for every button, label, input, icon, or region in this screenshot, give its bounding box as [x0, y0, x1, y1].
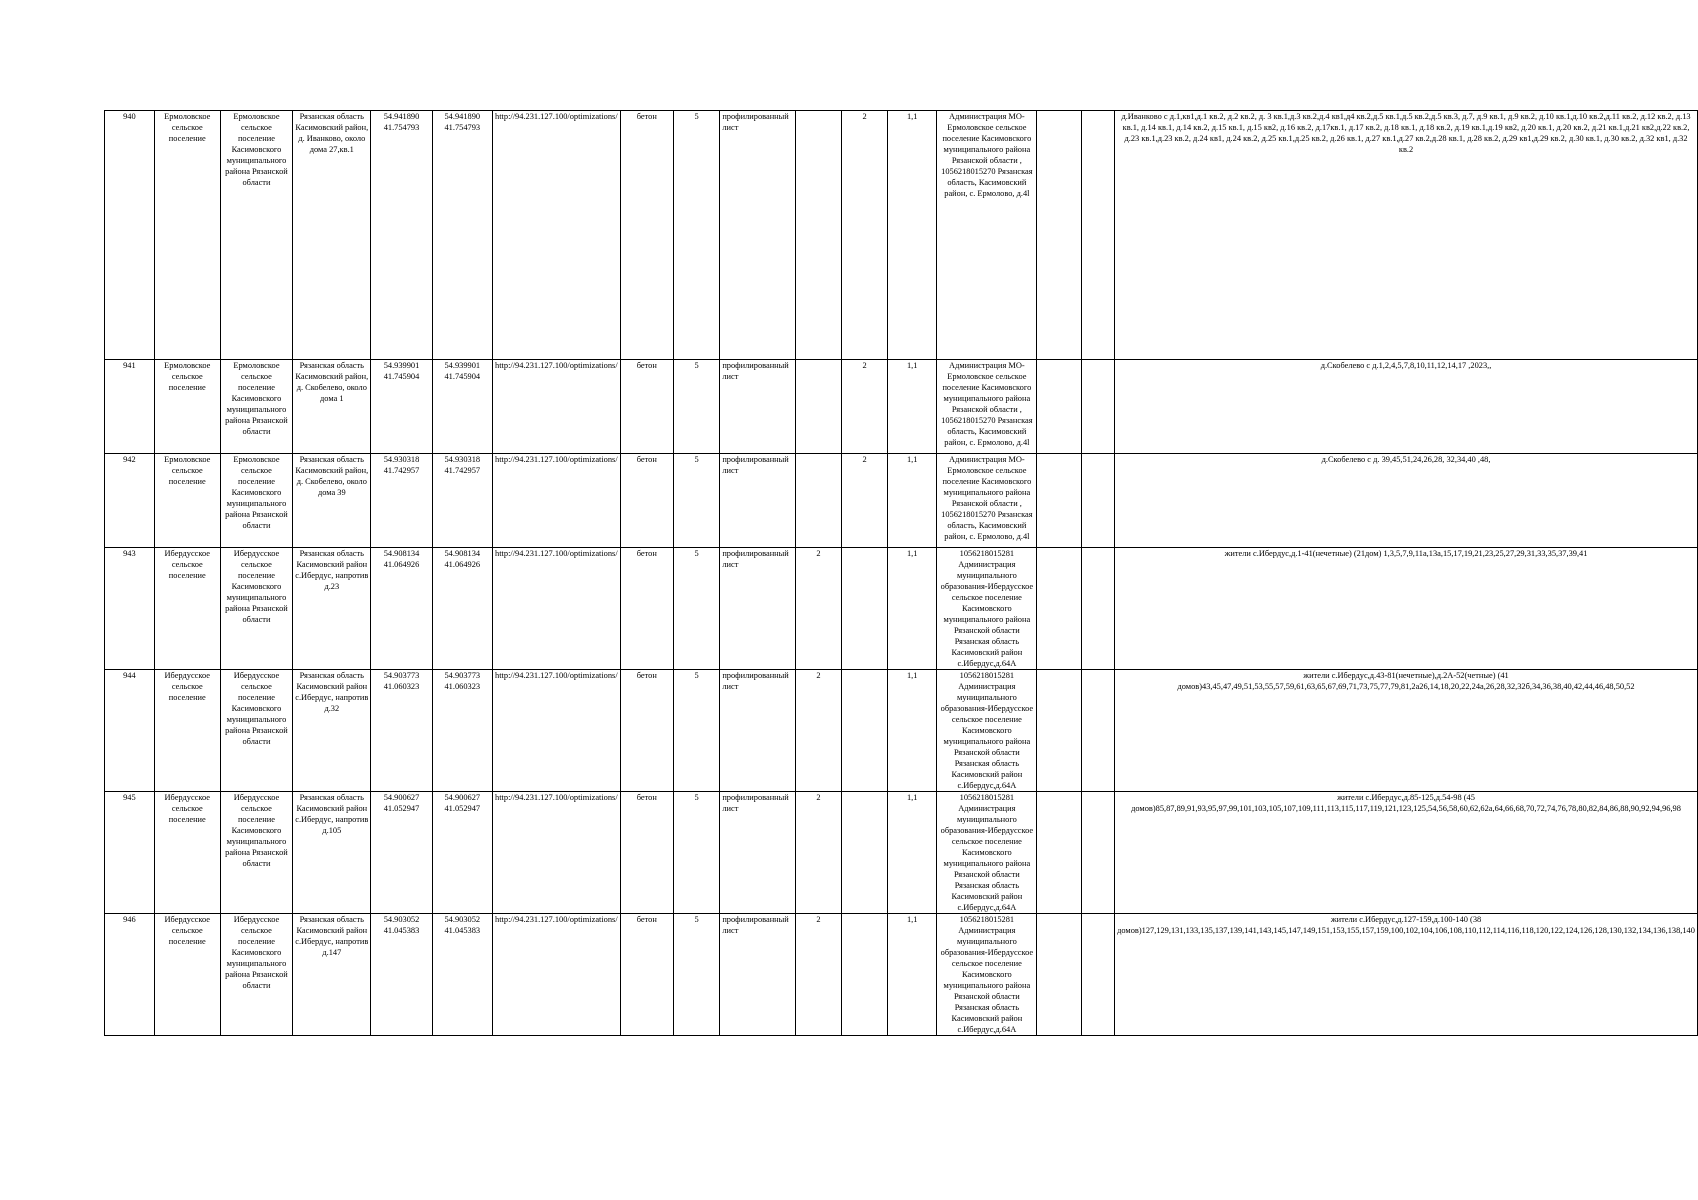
surface-type: бетон	[620, 360, 673, 454]
row-number: 941	[105, 360, 155, 454]
container-volume: 1,1	[888, 670, 937, 792]
holder: Администрация МО-Ермоловское сельское поселение Касимовского муниципального района Рязанской области , 1056218015270 Рязанская область, Касимовский район, с. Ермолово, д.4l	[937, 111, 1037, 360]
container-volume: 1,1	[888, 111, 937, 360]
extra-cell	[1037, 792, 1081, 914]
table-row	[105, 792, 1698, 914]
owner: Ибердусское сельское поселение Касимовского муниципального района Рязанской области	[220, 670, 292, 792]
table-row	[105, 360, 1698, 454]
fence-material: профилированный лист	[720, 792, 795, 914]
surface-type: бетон	[620, 548, 673, 670]
container-count-a: 2	[795, 792, 841, 914]
empty-cell	[1081, 914, 1114, 1036]
owner: Ермоловское сельское поселение Касимовского муниципального района Рязанской области	[220, 454, 292, 548]
coordinates: 54.908134 41.064926	[432, 548, 493, 670]
coordinates: 54.939901 41.745904	[432, 360, 493, 454]
container-count-b: 2	[842, 360, 888, 454]
container-count-a	[795, 111, 841, 360]
coordinates: 54.930318 41.742957	[432, 454, 493, 548]
extra-cell	[1037, 548, 1081, 670]
row-number: 940	[105, 111, 155, 360]
waste-sources: д.Скобелево с д.1,2,4,5,7,8,10,11,12,14,17 ,2023,,	[1115, 360, 1698, 454]
extra-cell	[1037, 360, 1081, 454]
surface-type: бетон	[620, 914, 673, 1036]
area: 5	[673, 792, 719, 914]
fence-material: профилированный лист	[720, 914, 795, 1036]
waste-sources: жители с.Ибердус,д.1-41(нечетные) (21дом) 1,3,5,7,9,11а,13а,15,17,19,21,23,25,27,29,31,33,35,37,39,41	[1115, 548, 1698, 670]
surface-type: бетон	[620, 792, 673, 914]
surface-type: бетон	[620, 111, 673, 360]
table-row	[105, 454, 1698, 548]
address: Рязанская область Касимовский район с.Ибердус, напротив д.147	[293, 914, 371, 1036]
settlement: Ибердусское сельское поселение	[154, 670, 220, 792]
container-count-b	[842, 548, 888, 670]
container-count-a: 2	[795, 914, 841, 1036]
extra-cell	[1037, 914, 1081, 1036]
surface-type: бетон	[620, 670, 673, 792]
row-number: 943	[105, 548, 155, 670]
owner: Ибердусское сельское поселение Касимовского муниципального района Рязанской области	[220, 548, 292, 670]
url-link[interactable]: http://94.231.127.100/optimizations/	[493, 914, 621, 1036]
area: 5	[673, 111, 719, 360]
holder: Администрация МО-Ермоловское сельское поселение Касимовского муниципального района Рязанской области , 1056218015270 Рязанская область, Касимовский район, с. Ермолово, д.4l	[937, 454, 1037, 548]
container-count-b: 2	[842, 111, 888, 360]
container-count-b	[842, 792, 888, 914]
extra-cell	[1037, 454, 1081, 548]
settlement: Ермоловское сельское поселение	[154, 454, 220, 548]
row-number: 946	[105, 914, 155, 1036]
settlement: Ибердусское сельское поселение	[154, 914, 220, 1036]
settlement: Ермоловское сельское поселение	[154, 360, 220, 454]
container-count-a	[795, 360, 841, 454]
fence-material: профилированный лист	[720, 454, 795, 548]
waste-sources: жители с.Ибердус,д.85-125,д.54-98 (45 домов)85,87,89,91,93,95,97,99,101,103,105,107,109,111,113,115,117,119,121,123,125,54,56,58,60,62,62а,64,66,68,70,72,74,76,78,80,82,84,86,88,90,92,94,96,98	[1115, 792, 1698, 914]
extra-cell	[1037, 670, 1081, 792]
fence-material: профилированный лист	[720, 670, 795, 792]
table-row	[105, 670, 1698, 792]
address: Рязанская область Касимовский район, д. Скобелево, около дома 1	[293, 360, 371, 454]
holder: 1056218015281 Администрация муниципального образования-Ибердусское сельское поселение Касимовского муниципального района Рязанской области Рязанская область Касимовский район с.Ибердус,д.64А	[937, 548, 1037, 670]
registry-table	[104, 110, 1698, 1036]
container-volume: 1,1	[888, 360, 937, 454]
coordinates: 54.939901 41.745904	[371, 360, 432, 454]
coordinates: 54.941890 41.754793	[432, 111, 493, 360]
row-number: 942	[105, 454, 155, 548]
coordinates: 54.900627 41.052947	[371, 792, 432, 914]
owner: Ермоловское сельское поселение Касимовского муниципального района Рязанской области	[220, 111, 292, 360]
coordinates: 54.908134 41.064926	[371, 548, 432, 670]
url-link[interactable]: http://94.231.127.100/optimizations/	[493, 548, 621, 670]
empty-cell	[1081, 360, 1114, 454]
owner: Ермоловское сельское поселение Касимовского муниципального района Рязанской области	[220, 360, 292, 454]
fence-material: профилированный лист	[720, 111, 795, 360]
url-link[interactable]: http://94.231.127.100/optimizations/	[493, 360, 621, 454]
area: 5	[673, 454, 719, 548]
container-count-b	[842, 670, 888, 792]
coordinates: 54.903052 41.045383	[432, 914, 493, 1036]
settlement: Ибердусское сельское поселение	[154, 792, 220, 914]
url-link[interactable]: http://94.231.127.100/optimizations/	[493, 111, 621, 360]
settlement: Ибердусское сельское поселение	[154, 548, 220, 670]
url-link[interactable]: http://94.231.127.100/optimizations/	[493, 670, 621, 792]
area: 5	[673, 548, 719, 670]
address: Рязанская область Касимовский район с.Ибердус, напротив д.23	[293, 548, 371, 670]
container-count-b	[842, 914, 888, 1036]
holder: 1056218015281 Администрация муниципального образования-Ибердусское сельское поселение Касимовского муниципального района Рязанской области Рязанская область Касимовский район с.Ибердус,д.64А	[937, 792, 1037, 914]
address: Рязанская область Касимовский район, д. Скобелево, около дома 39	[293, 454, 371, 548]
holder: 1056218015281 Администрация муниципального образования-Ибердусское сельское поселение Касимовского муниципального района Рязанской области Рязанская область Касимовский район с.Ибердус,д.64А	[937, 914, 1037, 1036]
empty-cell	[1081, 111, 1114, 360]
coordinates: 54.900627 41.052947	[432, 792, 493, 914]
empty-cell	[1081, 792, 1114, 914]
container-volume: 1,1	[888, 548, 937, 670]
address: Рязанская область Касимовский район с.Ибердус, напротив д.32	[293, 670, 371, 792]
coordinates: 54.903773 41.060323	[432, 670, 493, 792]
container-count-b: 2	[842, 454, 888, 548]
waste-sources: д.Скобелево с д. 39,45,51,24,26,28, 32,34,40 ,48,	[1115, 454, 1698, 548]
extra-cell	[1037, 111, 1081, 360]
waste-sources: д.Иванково с д.1,кв1,д.1 кв.2, д.2 кв.2, д. 3 кв.1,д.3 кв.2,д.4 кв1,д4 кв.2,д.5 кв.1,д.5 кв.2,д.5 кв.3, д.7, д.9 кв.1, д.9 кв.2, д.10 кв.1,д.10 кв.2,д.11 кв.2, д.12 кв.2, д.13 кв.1, д.14 кв.1, д.14 кв.2, д.15 кв.1, д.15 кв2, д.16 кв.2, д.17кв.1, д.17 кв.2, д.18 кв.1, д.18 кв.2, д.19 кв.1,д.19 кв2, д.20 кв.1, д.20 кв.2, д.21 кв.1,д.21 кв2,д.22 кв.2, д.23 кв.1,д.23 кв.2, д.24 кв1, д.24 кв.2, д.25 кв.1,д.25 кв.2, д.26 кв.1, д.27 кв.1,д.27 кв.2,д.28 кв.1, д.28 кв.2, д.29 кв1,д.29 кв.2, д.30 кв.1, д.30 кв.2, д.32 кв1, д.32 кв.2	[1115, 111, 1698, 360]
fence-material: профилированный лист	[720, 548, 795, 670]
url-link[interactable]: http://94.231.127.100/optimizations/	[493, 792, 621, 914]
container-count-a	[795, 454, 841, 548]
fence-material: профилированный лист	[720, 360, 795, 454]
owner: Ибердусское сельское поселение Касимовского муниципального района Рязанской области	[220, 914, 292, 1036]
container-volume: 1,1	[888, 792, 937, 914]
row-number: 945	[105, 792, 155, 914]
url-link[interactable]: http://94.231.127.100/optimizations/	[493, 454, 621, 548]
area: 5	[673, 914, 719, 1036]
empty-cell	[1081, 548, 1114, 670]
coordinates: 54.930318 41.742957	[371, 454, 432, 548]
table-row	[105, 914, 1698, 1036]
surface-type: бетон	[620, 454, 673, 548]
coordinates: 54.903052 41.045383	[371, 914, 432, 1036]
address: Рязанская область Касимовский район, д. Иванково, около дома 27,кв.1	[293, 111, 371, 360]
container-count-a: 2	[795, 670, 841, 792]
waste-sources: жители с.Ибердус,д.43-81(нечетные),д.2А-52(четные) (41 домов)43,45,47,49,51,53,55,57,59,61,63,65,67,69,71,73,75,77,79,81,2а26,14,18,20,22,24а,26,28,32,32б,34,36,38,40,42,44,46,48,50,52	[1115, 670, 1698, 792]
area: 5	[673, 670, 719, 792]
row-number: 944	[105, 670, 155, 792]
container-count-a: 2	[795, 548, 841, 670]
owner: Ибердусское сельское поселение Касимовского муниципального района Рязанской области	[220, 792, 292, 914]
address: Рязанская область Касимовский район с.Ибердус, напротив д.105	[293, 792, 371, 914]
coordinates: 54.941890 41.754793	[371, 111, 432, 360]
settlement: Ермоловское сельское поселение	[154, 111, 220, 360]
table-row	[105, 548, 1698, 670]
area: 5	[673, 360, 719, 454]
holder: 1056218015281 Администрация муниципального образования-Ибердусское сельское поселение Касимовского муниципального района Рязанской области Рязанская область Касимовский район с.Ибердус,д.64А	[937, 670, 1037, 792]
holder: Администрация МО-Ермоловское сельское поселение Касимовского муниципального района Рязанской области , 1056218015270 Рязанская область, Касимовский район, с. Ермолово, д.4l	[937, 360, 1037, 454]
empty-cell	[1081, 454, 1114, 548]
coordinates: 54.903773 41.060323	[371, 670, 432, 792]
container-volume: 1,1	[888, 454, 937, 548]
table-row	[105, 111, 1698, 360]
container-volume: 1,1	[888, 914, 937, 1036]
empty-cell	[1081, 670, 1114, 792]
waste-sources: жители с.Ибердус,д.127-159,д.100-140 (38 домов)127,129,131,133,135,137,139,141,143,145,147,149,151,153,155,157,159,100,102,104,106,108,110,112,114,116,118,120,122,124,126,128,130,132,134,136,138,140	[1115, 914, 1698, 1036]
